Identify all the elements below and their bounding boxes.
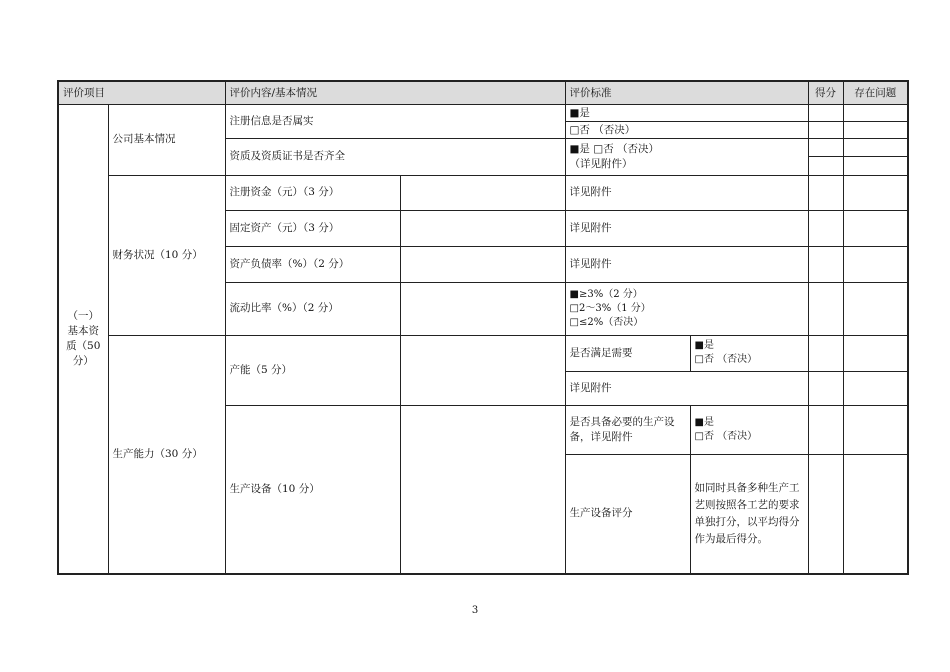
issue-cell[interactable] (843, 210, 908, 246)
output-std2: 详见附件 (565, 371, 808, 405)
group-company: 公司基本情况 (108, 105, 225, 176)
reg-capital-std: 详见附件 (565, 175, 808, 210)
score-cell[interactable] (808, 454, 843, 574)
reg-info-std-yes: ■是 (565, 105, 808, 122)
reg-capital-content: 注册资金（元）（3 分） (225, 175, 400, 210)
fixed-assets-value[interactable] (400, 210, 565, 246)
section-label: （一）基本资质（50分） (58, 105, 108, 575)
equipment-content: 生产设备（10 分） (225, 406, 400, 574)
issue-cell[interactable] (843, 247, 908, 283)
header-standard: 评价标准 (565, 81, 808, 105)
reg-info-content: 注册信息是否属实 (225, 105, 565, 139)
output-opt-no: □否 （否决） (694, 354, 758, 366)
issue-cell[interactable] (843, 105, 908, 122)
current-ratio-value[interactable] (400, 283, 565, 335)
table-row (58, 335, 908, 371)
current-ratio-content: 流动比率（%）（2 分） (225, 283, 400, 335)
current-ratio-std (565, 283, 808, 335)
reg-info-std-no: □否 （否决） (565, 122, 808, 139)
score-cell[interactable] (808, 175, 843, 210)
page-number: 3 (471, 605, 479, 616)
score-cell[interactable] (808, 157, 843, 175)
equipment-rating-note: 如同时具备多种生产工艺则按照各工艺的要求单独打分，以平均得分作为最后得分。 (690, 454, 808, 574)
header-content: 评价内容/基本情况 (225, 81, 565, 105)
score-cell[interactable] (808, 139, 843, 157)
table-row (58, 105, 908, 122)
score-cell[interactable] (808, 335, 843, 371)
issue-cell[interactable] (843, 371, 908, 405)
score-cell[interactable] (808, 105, 843, 122)
issue-cell[interactable] (843, 454, 908, 574)
current-ratio-std-line2: □2～3%（1 分） (569, 302, 651, 314)
equipment-opt-no: □否 （否决） (694, 430, 758, 442)
evaluation-table (57, 80, 909, 575)
equipment-opt-yes: ■是 (694, 416, 714, 428)
debt-ratio-std: 详见附件 (565, 247, 808, 283)
output-opt-yes: ■是 (694, 340, 714, 352)
header-issue: 存在问题 (843, 81, 908, 105)
fixed-assets-content: 固定资产（元）（3 分） (225, 210, 400, 246)
output-options (690, 335, 808, 371)
equipment-value[interactable] (400, 406, 565, 574)
debt-ratio-value[interactable] (400, 247, 565, 283)
current-ratio-std-line1: ■≥3%（2 分） (569, 288, 643, 300)
issue-cell[interactable] (843, 335, 908, 371)
score-cell[interactable] (808, 210, 843, 246)
table-row (58, 175, 908, 210)
current-ratio-std-line3: □≤2%（否决） (569, 316, 644, 328)
header-score: 得分 (808, 81, 843, 105)
output-value[interactable] (400, 335, 565, 406)
equipment-rating-label: 生产设备评分 (565, 454, 690, 574)
score-cell[interactable] (808, 122, 843, 139)
score-cell[interactable] (808, 283, 843, 335)
score-cell[interactable] (808, 406, 843, 454)
issue-cell[interactable] (843, 283, 908, 335)
score-cell[interactable] (808, 247, 843, 283)
fixed-assets-std: 详见附件 (565, 210, 808, 246)
group-capacity: 生产能力（30 分） (108, 335, 225, 574)
header-project: 评价项目 (58, 81, 225, 105)
equipment-options (690, 406, 808, 454)
reg-capital-value[interactable] (400, 175, 565, 210)
score-cell[interactable] (808, 371, 843, 405)
issue-cell[interactable] (843, 157, 908, 175)
debt-ratio-content: 资产负债率（%）（2 分） (225, 247, 400, 283)
group-finance: 财务状况（10 分） (108, 175, 225, 335)
equipment-question: 是否具备必要的生产设备，详见附件 (565, 406, 690, 454)
issue-cell[interactable] (843, 406, 908, 454)
qualification-content: 资质及资质证书是否齐全 (225, 139, 565, 175)
issue-cell[interactable] (843, 139, 908, 157)
qualification-std (565, 139, 808, 175)
output-question: 是否满足需要 (565, 335, 690, 371)
qualification-std-line1: ■是 □否 （否决） (569, 142, 660, 155)
qualification-std-line2: （详见附件） (569, 157, 633, 170)
output-content: 产能（5 分） (225, 335, 400, 406)
header-row (58, 81, 908, 105)
issue-cell[interactable] (843, 122, 908, 139)
issue-cell[interactable] (843, 175, 908, 210)
